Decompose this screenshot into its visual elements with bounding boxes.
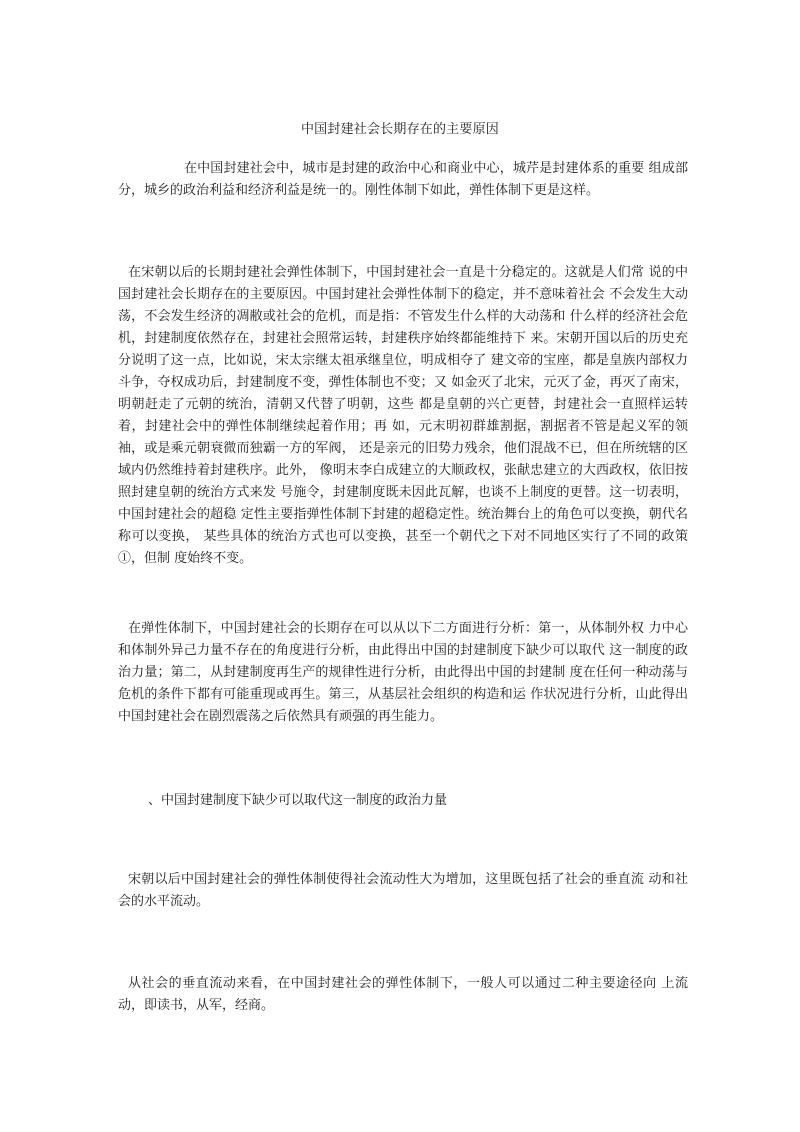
paragraph-urban-rural: 在中国封建社会中，城市是封建的政治中心和商业中心，城芹是封建体系的重要 组成部分，城乡的政治利益和经济利益是统一的。刚性体制下如此，弹性体制下更是这样。 <box>118 161 688 198</box>
paragraph-vertical-mobility: 从社会的垂直流动来看，在中国封建社会的弹性体制下，一般人可以通过二种主要途径向 上流动，即读书，从军，经商。 <box>118 976 688 1013</box>
paragraph-song-stability: 在宋朝以后的长期封建社会弹性体制下，中国封建社会一直是十分稳定的。这就是人们常 说的中国封建社会长期存在的主要原因。中国封建社会弹性体制下的稳定，并不意味着社会 不会发生大动荡，不会发生经济的凋敝或社会的危机，而是指：不管发生什么样的大动荡和 什么样的经济社会危机，封建制度依然存在，封建社会照常运转，封建秩序始终都能维持下 来。宋朝开国以后的历史充分说明了这一点，比如说，宋太宗继太祖承继皇位，明成相夺了 建文帝的宝座，都是皇族内部权力斗争，夺权成功后，封建制度不变，弹性体制也不变；又 如金灭了北宋，元灭了金，再灭了南宋，明朝赶走了元朝的统治，清朝又代替了明朝，这些 都是皇朝的兴亡更替，封建社会一直照样运转着，封建社会中的弹性体制继续起着作用；再 如，元末明初群雄割据，割据者不管是起义军的领袖，或是乘元朝衰微而独霸一方的军阀， 还是亲元的旧势力残余，他们混战不已，但在所统辖的区域内仍然维持着封建秩序。此外， 像明末李白成建立的大顺政权，张献忠建立的大西政权，依旧按照封建皇朝的统治方式来发 号施令，封建制度既未因此瓦解，也谈不上制度的更替。这一切表明，中国封建社会的超稳 定性主要指弹性体制下封建的超稳定性。统治舞台上的角色可以变换，朝代名称可以变换， 某些具体的统治方式也可以变换，甚至一个朝代之下对不同地区实行了不同的政策①，但制 度始终不变。 <box>118 265 688 566</box>
document-title: 中国封建社会长期存在的主要原因 <box>300 122 499 137</box>
section-heading: 、中国封建制度下缺少可以取代这一制度的政治力量 <box>148 793 448 808</box>
paragraph-analysis-aspects: 在弹性体制下，中国封建社会的长期存在可以从以下二方面进行分析：第一，从体制外权 力中心和体制外异己力量不存在的角度进行分析，由此得出中国的封建制度下缺少可以取代 这一制度的政治力量；第二，从封建制度再生产的规律性进行分析，由此得出中国的封建制 度在任何一种动荡与危机的条件下都有可能重现或再生。第三，从基层社会组织的构造和运 作状况进行分析，山此得出中国封建社会在剧烈震荡之后依然具有顽强的再生能力。 <box>118 621 688 724</box>
paragraph-social-mobility: 宋朝以后中国封建社会的弹性体制使得社会流动性大为增加，这里既包括了社会的垂直流 动和社会的水平流动。 <box>118 872 688 909</box>
